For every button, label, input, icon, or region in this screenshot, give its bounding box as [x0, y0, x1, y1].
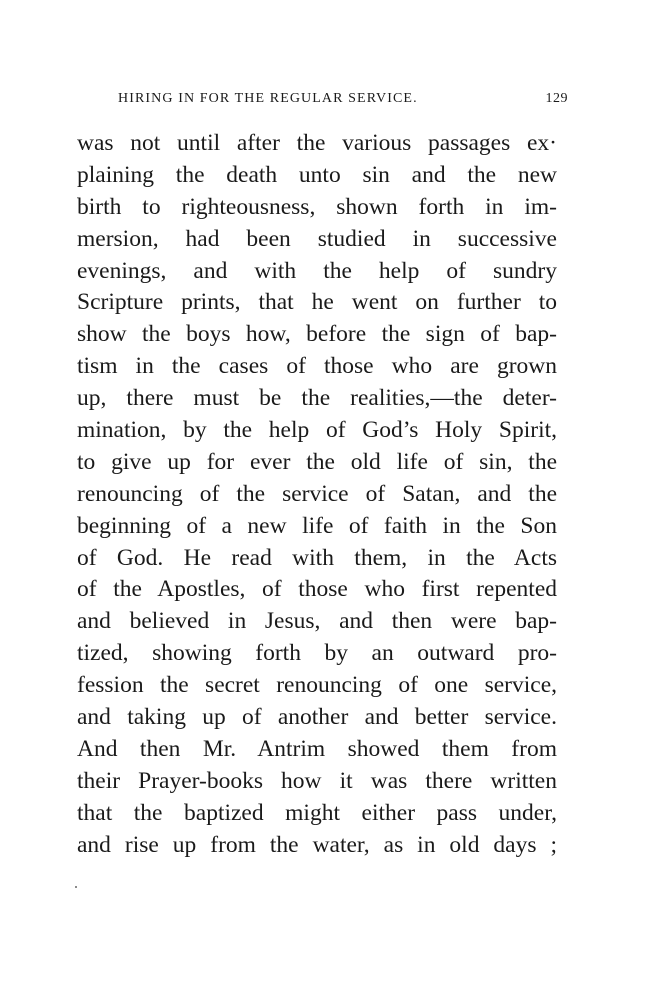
- text-line: plaining the death unto sin and the new: [77, 161, 557, 188]
- running-head: [118, 91, 570, 111]
- text-line: beginning of a new life of faith in the Son: [77, 512, 557, 539]
- text-line: evenings, and with the help of sundry: [77, 257, 557, 284]
- text-line: mination, by the help of God’s Holy Spirit,: [77, 417, 557, 444]
- text-line: was not until after the various passages ex·: [77, 130, 557, 156]
- text-line: show the boys how, before the sign of bap-: [77, 321, 557, 348]
- text-line: mersion, had been studied in successive: [77, 225, 557, 252]
- text-line: and believed in Jesus, and then were bap-: [77, 608, 557, 635]
- text-line: fession the secret renouncing of one service,: [77, 672, 557, 699]
- body-text: [77, 128, 557, 861]
- print-speck: [75, 886, 77, 888]
- text-line: up, there must be the realities,—the deter-: [77, 385, 557, 412]
- text-line: And then Mr. Antrim showed them from: [77, 735, 557, 762]
- running-head-title: HIRING IN FOR THE REGULAR SERVICE.: [118, 91, 418, 106]
- text-line: their Prayer-books how it was there written: [77, 767, 557, 794]
- text-line: Scripture prints, that he went on further to: [77, 289, 557, 316]
- text-line: to give up for ever the old life of sin, the: [77, 448, 557, 475]
- text-line: of the Apostles, of those who first repented: [77, 576, 557, 603]
- text-line: and rise up from the water, as in old days ;: [77, 831, 557, 858]
- text-line: tism in the cases of those who are grown: [77, 353, 557, 380]
- text-line: of God. He read with them, in the Acts: [77, 544, 557, 571]
- text-line: birth to righteousness, shown forth in im-: [77, 193, 557, 220]
- text-line: tized, showing forth by an outward pro-: [77, 640, 557, 667]
- text-line: renouncing of the service of Satan, and the: [77, 480, 557, 507]
- page-number: 129: [545, 91, 568, 106]
- text-line: that the baptized might either pass under,: [77, 799, 557, 826]
- text-line: and taking up of another and better service.: [77, 704, 557, 731]
